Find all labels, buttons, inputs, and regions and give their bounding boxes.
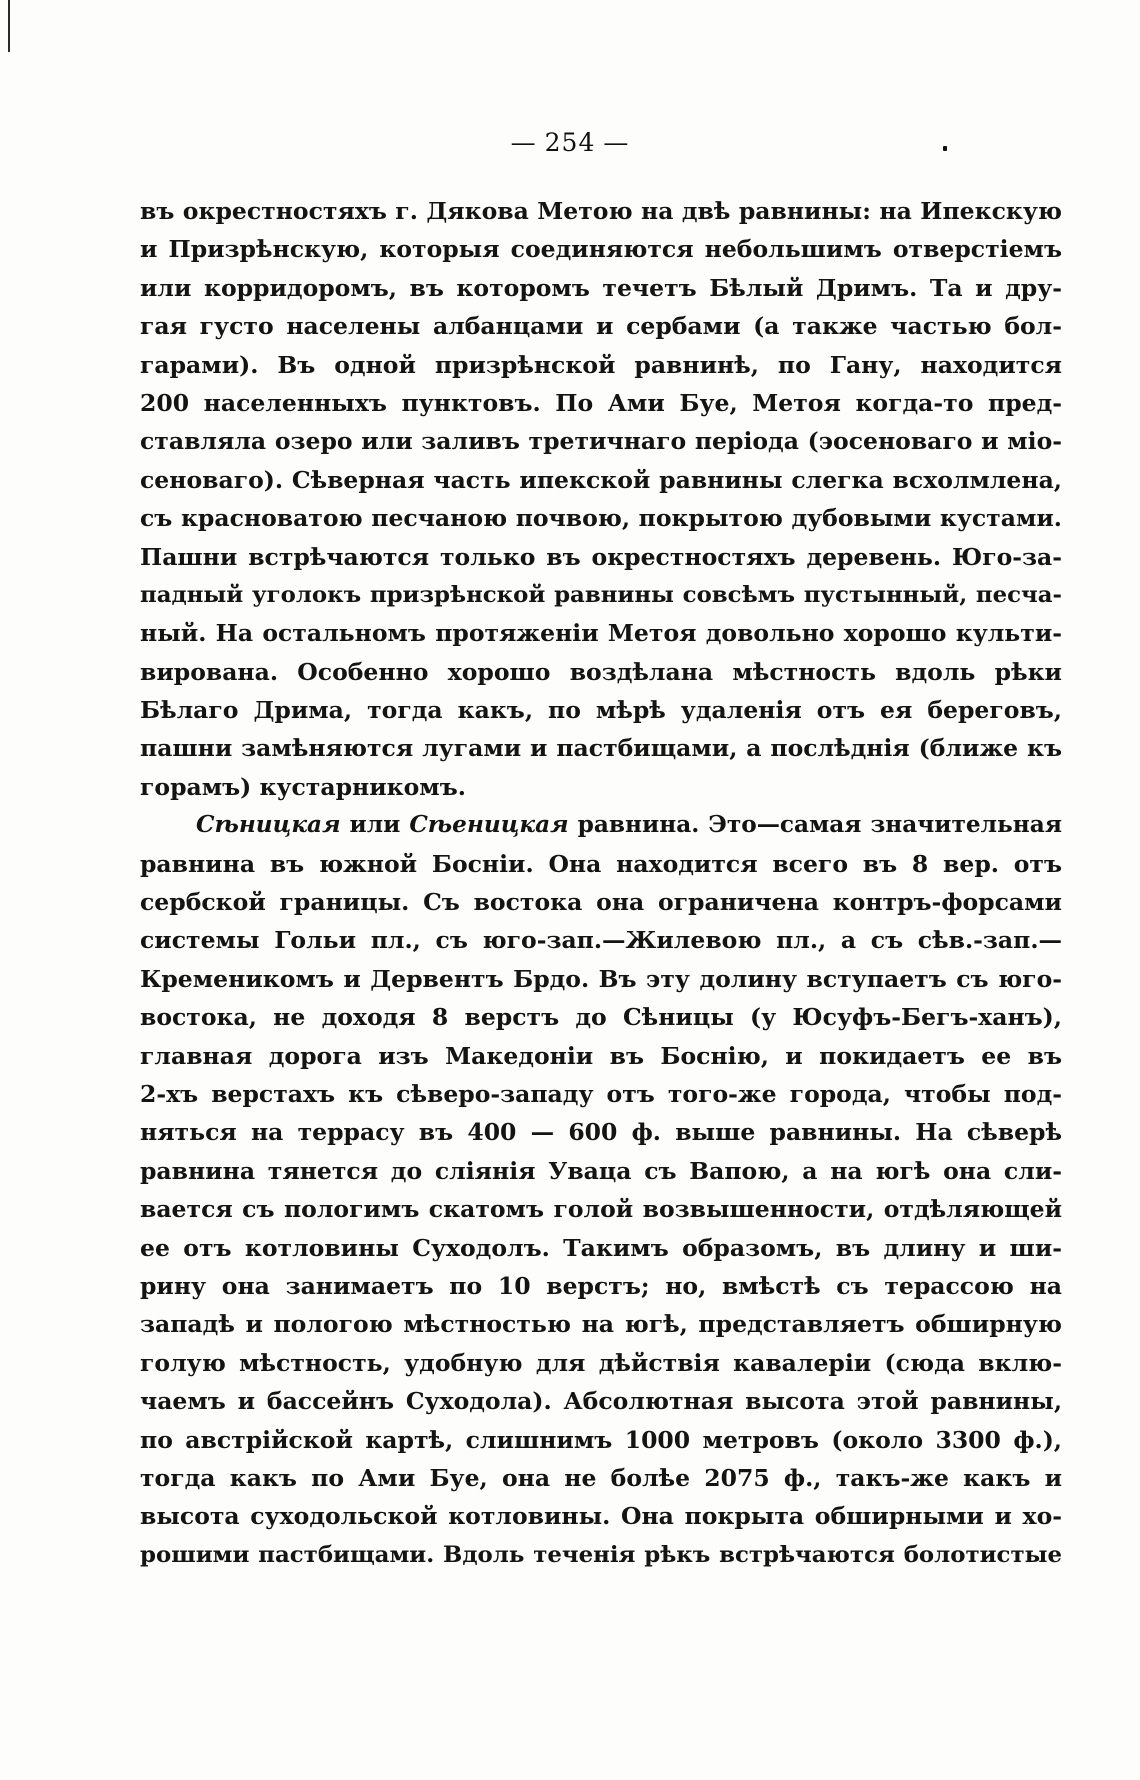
text-line: Пашни встрѣчаются только въ окрестностяхъ деревень. Юго-за-	[140, 542, 1062, 571]
text-line: Бѣлаго Дрима, тогда какъ, по мѣрѣ удаленія отъ ея береговъ,	[140, 696, 1062, 725]
text-line: равнина въ южной Босніи. Она находится всего въ 8 вер. отъ	[140, 849, 1062, 878]
italic-term-1: Сѣницкая	[196, 811, 341, 839]
text-line: тогда какъ по Ами Буе, она не болѣе 2075 ф., такъ-же какъ и	[140, 1463, 1062, 1492]
text-line: пашни замѣняются лугами и пастбищами, а послѣднія (ближе къ	[140, 734, 1062, 763]
text-line: 2-хъ верстахъ къ сѣверо-западу отъ того-же города, чтобы под-	[140, 1079, 1062, 1108]
body-text	[140, 192, 1062, 1574]
ink-speck	[943, 146, 947, 151]
text-line: въ окрестностяхъ г. Дякова Метою на двѣ равнины: на Ипекскую	[140, 197, 1062, 225]
text-line: рошими пастбищами. Вдоль теченія рѣкъ встрѣчаются болотистые	[140, 1541, 1062, 1568]
text-line: главная дорога изъ Македоніи въ Боснію, и покидаетъ ее въ	[140, 1041, 1062, 1070]
text-line: и Призрѣнскую, которыя соединяются небольшимъ отверстіемъ	[140, 235, 1062, 264]
text-line: чаемъ и бассейнъ Суходола). Абсолютная высота этой равнины,	[140, 1387, 1062, 1416]
text-line: няться на террасу въ 400 — 600 ф. выше равнины. На сѣверѣ	[140, 1118, 1062, 1147]
text-line: рину она занимаетъ по 10 верстъ; но, вмѣстѣ съ терассою на	[140, 1271, 1062, 1300]
text-line: по австрійской картѣ, слишнимъ 1000 метровъ (около 3300 ф.),	[140, 1425, 1062, 1454]
italic-term-2: Сѣеницкая	[409, 811, 569, 839]
text-line: высота суходольской котловины. Она покрыта обширными и хо-	[140, 1502, 1062, 1531]
text-line: Кременикомъ и Дервентъ Брдо. Въ эту долину вступаетъ съ юго-	[140, 964, 1062, 993]
text-line: вирована. Особенно хорошо воздѣлана мѣстность вдоль рѣки	[140, 657, 1062, 686]
text-line: ный. На остальномъ протяженіи Метоя довольно хорошо культи-	[140, 619, 1062, 648]
text-line: ее отъ котловины Суходолъ. Такимъ образомъ, въ длину и ши-	[140, 1233, 1062, 1262]
header-dash-right: —	[603, 128, 630, 157]
text-line: 200 населенныхъ пунктовъ. По Ами Буе, Метоя когда-то пред-	[140, 388, 1062, 417]
page-number-header	[0, 128, 1140, 157]
text-line: съ красноватою песчаною почвою, покрытою дубовыми кустами.	[140, 504, 1062, 533]
text-line: голую мѣстность, удобную для дѣйствія кавалеріи (сюда вклю-	[140, 1348, 1062, 1377]
text-line: востока, не доходя 8 верстъ до Сѣницы (у Юсуфъ-Бегъ-ханъ),	[140, 1003, 1062, 1032]
text-line: вается съ пологимъ скатомъ голой возвышенности, отдѣляющей	[140, 1195, 1062, 1224]
first-line-rest: равнина. Это—самая значительная	[568, 811, 1062, 839]
text-line: сеноваго). Сѣверная часть ипекской равнины слегка всхолмлена,	[140, 465, 1062, 494]
connector-text: или	[340, 811, 410, 839]
text-line: падный уголокъ призрѣнской равнины совсѣмъ пустынный, песча-	[140, 581, 1062, 608]
text-line: или корридоромъ, въ которомъ течетъ Бѣлый Дримъ. Та и дру-	[140, 273, 1062, 302]
text-line: равнина тянется до сліянія Уваца съ Вапою, а на югѣ она сли-	[140, 1156, 1062, 1185]
text-line: ставляла озеро или заливъ третичнаго періода (эосеноваго и міо-	[140, 427, 1062, 456]
text-line: системы Гольи пл., съ юго-зап.—Жилевою пл., а съ сѣв.-зап.—	[140, 926, 1062, 955]
text-line: гая густо населены албанцами и сербами (а также частью бол-	[140, 312, 1062, 341]
text-line: сербской границы. Съ востока она ограничена контръ-форсами	[140, 888, 1062, 917]
paragraph-2-first-line	[140, 806, 1062, 844]
text-line: гарами). Въ одной призрѣнской равнинѣ, по Гану, находится	[140, 350, 1062, 379]
text-line: горамъ) кустарникомъ.	[140, 772, 466, 801]
header-dash-left: —	[510, 128, 537, 157]
scan-edge-line	[8, 0, 10, 52]
text-line: западѣ и пологою мѣстностью на югѣ, представляетъ обширную	[140, 1310, 1062, 1339]
page-number: 254	[544, 128, 596, 157]
